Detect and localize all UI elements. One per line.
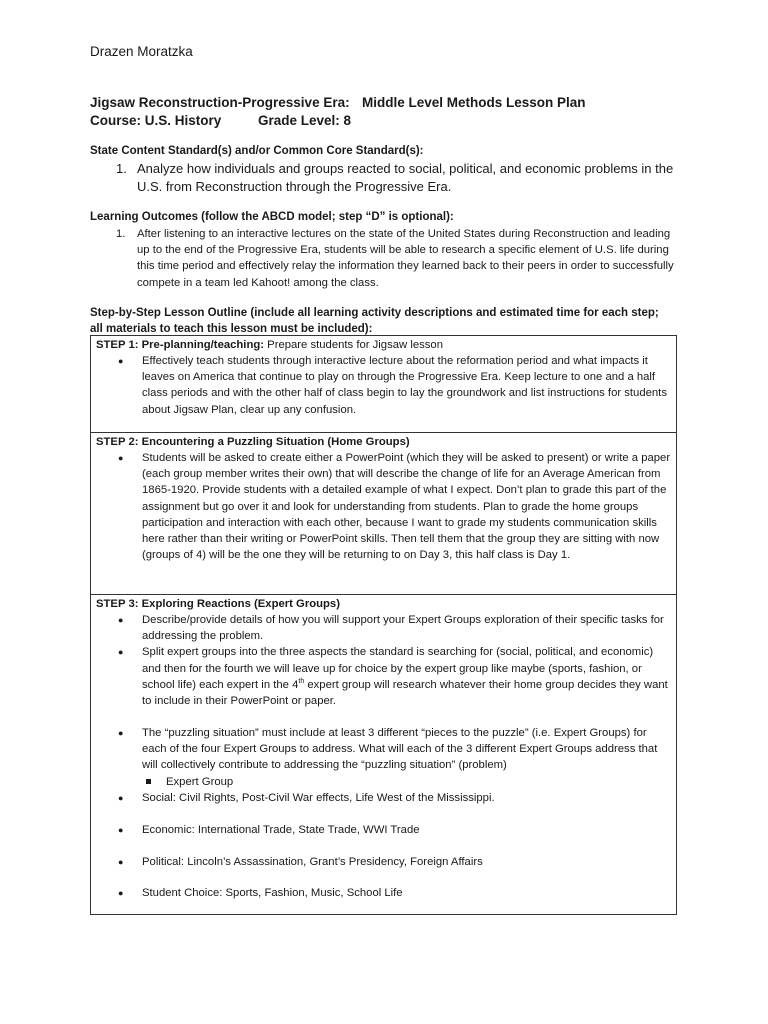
step-3-bullet-text: Describe/provide details of how you will support your Expert Groups exploration of their specific tasks for addressing the problem. — [142, 614, 664, 643]
step-3-cell — [91, 595, 676, 914]
bullet-icon: ● — [118, 356, 124, 366]
outcomes-heading: Learning Outcomes (follow the ABCD model; step “D” is optional): — [90, 211, 454, 223]
political-text: Political: Lincoln’s Assassination, Grant’s Presidency, Foreign Affairs — [142, 855, 483, 868]
economic-item — [96, 822, 671, 838]
student-choice-text: Student Choice: Sports, Fashion, Music, School Life — [142, 887, 403, 900]
step-1-cell — [91, 336, 676, 433]
bullet-icon: ● — [118, 792, 124, 803]
social-item — [96, 790, 671, 806]
author-name: Drazen Moratzka — [90, 44, 193, 59]
course-label: Course: U.S. History — [90, 113, 222, 128]
standard-item — [90, 160, 680, 196]
standards-list — [90, 160, 680, 196]
step-3-bullet-text: The “puzzling situation” must include at least 3 different “pieces to the puzzle” (i.e. Expert Groups) for each of the four Expert Groups to address. What will each of the 3 different Expert Groups address that will collectively contribute to addressing the “puzzling situation” (problem) — [142, 726, 658, 772]
bullet-icon: ● — [118, 824, 124, 835]
step-1-heading — [96, 337, 671, 353]
step-1-desc: Prepare students for Jigsaw lesson — [264, 339, 443, 351]
bullet-icon: ● — [118, 856, 124, 867]
sub-bullet — [142, 774, 671, 790]
step-1-label: STEP 1: Pre-planning/teaching: — [96, 339, 265, 351]
step-3-bullet-text-cont: expert group will research whatever their home group decides they want to include in their PowerPoint or paper. — [142, 678, 668, 708]
outcome-item — [90, 226, 680, 291]
grade-level: Grade Level: 8 — [258, 113, 352, 128]
bullet-icon: ● — [118, 888, 124, 899]
outcomes-list — [90, 226, 680, 291]
outcome-text: After listening to an interactive lectures on the state of the United States during Reconstruction and leading up to the end of the Progressive Era, students will be able to research a specific element of U.S. life during this time period and effectively relay the information they learned back to their peers in order to successfully compete in a team led Kahoot! among the class. — [137, 228, 674, 289]
list-number: 1. — [116, 228, 126, 240]
steps-table — [90, 335, 677, 915]
step-3-heading — [96, 596, 671, 612]
list-number: 1. — [116, 161, 127, 176]
bullet-icon: ● — [118, 615, 124, 625]
step-1-bullet — [96, 353, 671, 418]
step-1-bullet-text: Effectively teach students through interactive lecture about the reformation period and what impacts it leaves on America that continue to play on through the Progressive Era. Keep lecture to one and a half class periods and with the other half of class begin to lay the groundwork and list instructions for students about Jigsaw Plan, clear up any confusion. — [142, 355, 667, 416]
standards-heading: State Content Standard(s) and/or Common Core Standard(s): — [90, 145, 424, 157]
lesson-title: Jigsaw Reconstruction-Progressive Era: — [90, 95, 350, 110]
step-3-bullet — [96, 725, 671, 790]
step-3-label: STEP 3: Exploring Reactions (Expert Groups) — [96, 598, 340, 610]
step-2-cell — [91, 433, 676, 595]
bullet-icon: ● — [118, 727, 124, 738]
step-3-bullet-text: Split expert groups into the three aspects the standard is searching for (social, political, and economic) and then for the fourth we will leave up for choice by the expert group like maybe (sports, fashion, or school life) each expert in the 4 — [142, 646, 654, 691]
step-3-bullet — [96, 612, 671, 644]
square-bullet-icon — [146, 779, 151, 784]
standard-text: Analyze how individuals and groups reacted to social, political, and economic problems in the U.S. from Reconstruction through the Progressive Era. — [137, 161, 674, 194]
political-item — [96, 854, 671, 870]
outline-heading: Step-by-Step Lesson Outline (include all learning activity descriptions and estimated time for each step; all materials to teach this lesson must be included): — [90, 307, 659, 335]
economic-text: Economic: International Trade, State Trade, WWI Trade — [142, 823, 420, 836]
ordinal-superscript: th — [298, 678, 305, 686]
bullet-icon: ● — [118, 647, 124, 658]
bullet-icon: ● — [118, 453, 124, 463]
student-choice-item — [96, 885, 671, 901]
social-text: Social: Civil Rights, Post-Civil War effects, Life West of the Mississippi. — [142, 791, 495, 804]
step-3-bullet — [96, 644, 671, 709]
sub-bullet-text: Expert Group — [166, 775, 234, 788]
step-2-heading — [96, 434, 671, 450]
step-2-label: STEP 2: Encountering a Puzzling Situation (Home Groups) — [96, 436, 410, 448]
plan-type: Middle Level Methods Lesson Plan — [362, 95, 586, 110]
step-2-bullet — [96, 450, 671, 563]
step-2-bullet-text: Students will be asked to create either a PowerPoint (which they will be asked to present) or write a paper (each group member writes their own) that will describe the change of life for an Average American from 1865-1920. Provide students with a detailed example of what I expect. Don’t plan to grade this part of the assignment but go over it and look for understanding from students. Plan to grade the home groups participation and interaction with each other, because I want to grade my students communication skills here rather than their writing or PowerPoint skills. Then tell them that the group they are sitting with now (groups of 4) will be the one they will be returning to on Day 3, this half class is Day 1. — [142, 452, 671, 562]
